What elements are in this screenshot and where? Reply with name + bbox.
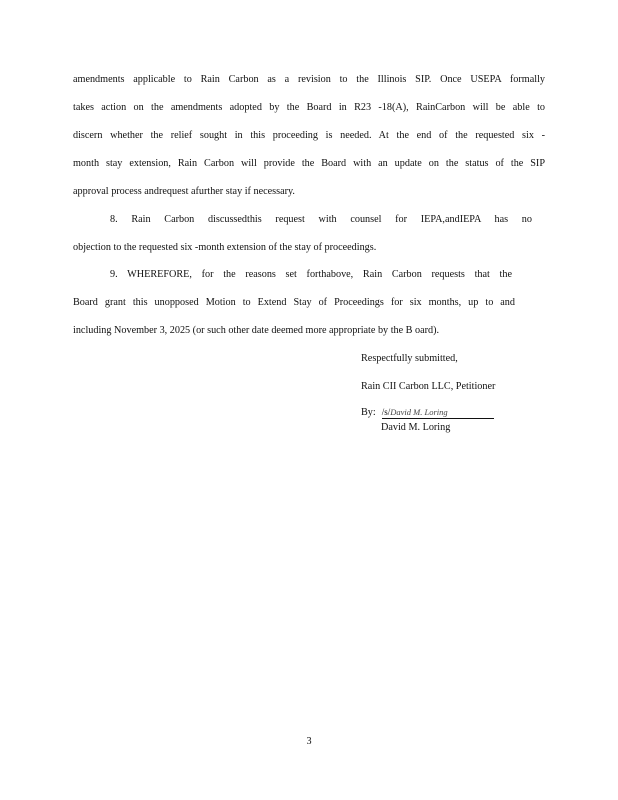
- body-line-5: approval process andrequest afurther stay if necessary.: [73, 186, 295, 197]
- printed-name: David M. Loring: [381, 422, 451, 433]
- signature-prefix: /s/: [381, 407, 391, 417]
- signature-name: David M. Loring: [390, 407, 448, 417]
- signature-line: [361, 406, 494, 420]
- body-line-3: discern whether the relief sought in this proceeding is needed. At the end of the requested six -: [73, 130, 545, 141]
- paragraph-8-line-1: 8. Rain Carbon discussedthis request with counsel for IEPA,andIEPA has no: [110, 214, 532, 225]
- paragraph-9-line-2: Board grant this unopposed Motion to Extend Stay of Proceedings for six months, up to and: [73, 297, 515, 308]
- page-number: 3: [306, 736, 312, 747]
- body-line-4: month stay extension, Rain Carbon will provide the Board with an update on the status of the SIP: [73, 158, 545, 169]
- paragraph-8-line-2: objection to the requested six -month extension of the stay of proceedings.: [73, 242, 377, 253]
- paragraph-9-line-1: 9. WHEREFORE, for the reasons set forthabove, Rain Carbon requests that the: [110, 269, 512, 280]
- closing-respectfully: Respectfully submitted,: [361, 353, 458, 364]
- paragraph-9-line-3: including November 3, 2025 (or such other date deemed more appropriate by the B oard).: [73, 325, 440, 336]
- closing-party: Rain CII Carbon LLC, Petitioner: [361, 381, 496, 392]
- body-line-2: takes action on the amendments adopted by the Board in R23 -18(A), RainCarbon will be able to: [73, 102, 545, 113]
- body-line-1: amendments applicable to Rain Carbon as a revision to the Illinois SIP. Once USEPA formally: [73, 74, 545, 85]
- by-label: By:: [361, 407, 376, 418]
- signature-field: [382, 407, 494, 419]
